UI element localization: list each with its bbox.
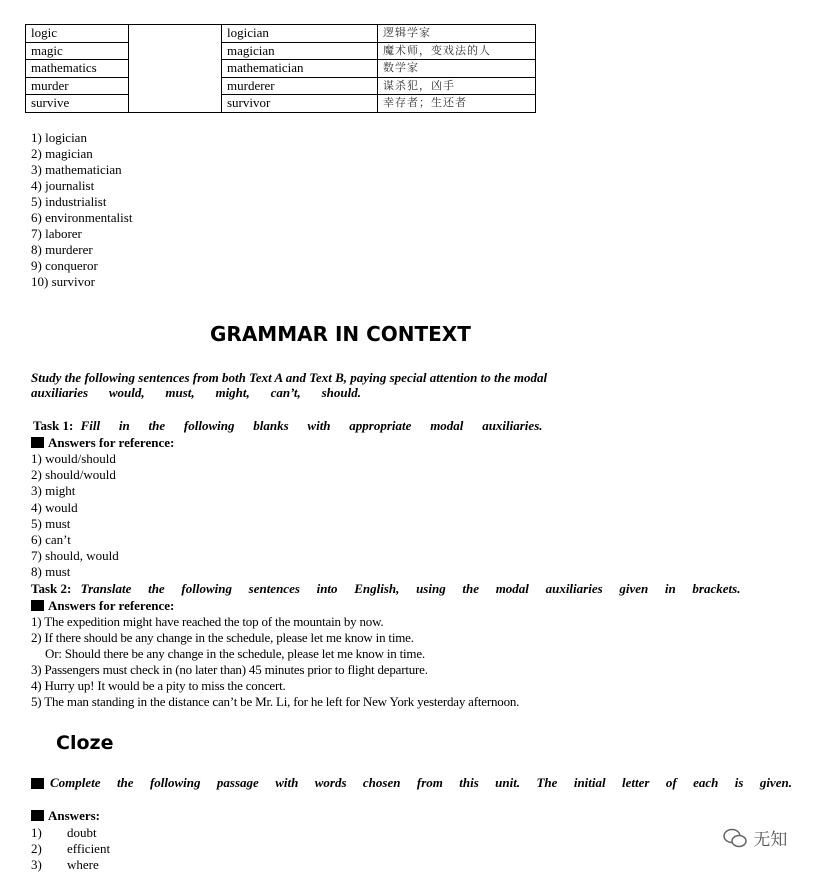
bullet-square-icon — [31, 437, 44, 448]
list-item: 2) magician — [31, 146, 93, 161]
table-row — [26, 77, 536, 95]
instruction-word: auxiliaries — [545, 581, 603, 596]
instruction-word: letter — [622, 775, 650, 790]
vocab-table — [25, 24, 536, 113]
instruction-word: chosen — [362, 775, 401, 790]
grammar-title: GRAMMAR IN CONTEXT — [210, 322, 471, 346]
instruction-word: brackets. — [692, 581, 741, 596]
list-item: 1) logician — [31, 130, 87, 145]
list-item: 5) industrialist — [31, 194, 107, 209]
list-item: 1) would/should — [31, 451, 116, 466]
answer-number: 2) — [31, 841, 42, 856]
task1-line — [33, 418, 553, 434]
list-item: 2) If there should be any change in the schedule, please let me know in time. — [31, 630, 414, 645]
instruction-word: unit. — [495, 775, 521, 790]
instruction-word: English, — [354, 581, 400, 596]
answer-word: where — [67, 857, 99, 872]
task1-answers-heading: Answers for reference: — [31, 435, 174, 451]
agent-noun-cell: magician — [222, 42, 378, 60]
blank-cell — [129, 95, 222, 113]
cloze-instruction — [50, 775, 792, 791]
list-item: 9) conqueror — [31, 258, 98, 273]
instruction-word: passage — [216, 775, 259, 790]
blank-cell — [129, 77, 222, 95]
instruction-word: auxiliaries — [31, 385, 89, 400]
blank-cell — [129, 25, 222, 43]
instruction-word: The — [536, 775, 558, 790]
list-item: 10) survivor — [31, 274, 95, 289]
instruction-word: blanks — [253, 418, 289, 433]
answer-number: 3) — [31, 857, 42, 872]
instruction-word: initial — [573, 775, 606, 790]
chinese-meaning-cell: 魔术师，变戏法的人 — [378, 42, 536, 60]
instruction-word: is — [734, 775, 744, 790]
list-item: 4) Hurry up! It would be a pity to miss the concert. — [31, 678, 286, 693]
base-word-cell: murder — [26, 77, 129, 95]
chinese-meaning-cell: 谋杀犯，凶手 — [378, 77, 536, 95]
list-item: 1) The expedition might have reached the top of the mountain by now. — [31, 614, 384, 629]
instruction-word: in — [118, 418, 130, 433]
table-row — [26, 60, 536, 78]
list-item: 2) should/would — [31, 467, 116, 483]
wechat-logo-icon — [722, 828, 748, 848]
bullet-square-icon — [31, 778, 44, 789]
instruction-word: can’t, — [270, 385, 301, 400]
base-word-cell: survive — [26, 95, 129, 113]
cloze-answers-heading: Answers: — [31, 808, 100, 824]
instruction-word: with — [275, 775, 299, 790]
table-row — [26, 42, 536, 60]
bullet-square-icon — [31, 810, 44, 821]
answer-number: 1) — [31, 825, 42, 840]
instruction-word: following — [183, 418, 235, 433]
chinese-meaning-cell: 幸存者；生还者 — [378, 95, 536, 113]
bullet-square-icon — [31, 600, 44, 611]
list-item: 6) can’t — [31, 532, 71, 547]
list-item: 7) should, would — [31, 548, 119, 564]
task2-instruction — [81, 581, 741, 597]
table-row — [26, 95, 536, 113]
answer-word: efficient — [67, 841, 111, 856]
agent-noun-cell: mathematician — [222, 60, 378, 78]
instruction-word: following — [149, 775, 201, 790]
instruction-word: given. — [759, 775, 792, 790]
task2-line — [31, 581, 751, 597]
list-item — [31, 857, 99, 873]
instruction-word: modal — [495, 581, 529, 596]
agent-noun-cell: murderer — [222, 77, 378, 95]
task2-label: Task 2: — [31, 581, 72, 596]
cloze-instruction-line — [31, 775, 792, 791]
list-item: 3) might — [31, 483, 76, 499]
agent-noun-cell: logician — [222, 25, 378, 43]
list-item: 3) Passengers must check in (no later than) 45 minutes prior to flight departure. — [31, 662, 428, 677]
list-item: 6) environmentalist — [31, 210, 133, 225]
chinese-meaning-cell: 逻辑学家 — [378, 25, 536, 43]
instruction-word: in — [664, 581, 676, 596]
instruction-word: each — [693, 775, 719, 790]
list-item — [31, 825, 97, 841]
instruction-word: Fill — [80, 418, 101, 433]
cloze-title: Cloze — [56, 732, 114, 754]
list-item: 5) The man standing in the distance can’t be Mr. Li, for he left for New York yesterday afternoon. — [31, 694, 520, 709]
instruction-word: the — [148, 581, 165, 596]
base-word-cell: mathematics — [26, 60, 129, 78]
instruction-word: auxiliaries. — [482, 418, 543, 433]
agent-noun-cell: survivor — [222, 95, 378, 113]
instruction-word: modal — [430, 418, 464, 433]
instruction-word: Translate — [80, 581, 132, 596]
instruction-word: the — [148, 418, 166, 433]
instruction-word: into — [316, 581, 338, 596]
list-item: 7) laborer — [31, 226, 82, 241]
instruction-word: given — [619, 581, 649, 596]
table-row — [26, 25, 536, 43]
instruction-word: appropriate — [349, 418, 412, 433]
instruction-word: the — [116, 775, 134, 790]
instruction-word: would, — [108, 385, 145, 400]
task1-instruction — [81, 418, 543, 434]
study-instruction-line2 — [31, 385, 361, 401]
instruction-word: this — [459, 775, 479, 790]
study-instruction-line1: Study the following sentences from both Text A and Text B, paying special attention to the modal — [31, 370, 548, 385]
watermark: 无知 — [722, 825, 787, 850]
list-item: 8) must — [31, 564, 71, 580]
list-item — [31, 841, 110, 857]
instruction-word: must, — [165, 385, 195, 400]
list-item: 4) journalist — [31, 178, 95, 193]
instruction-word: words — [314, 775, 347, 790]
instruction-word: sentences — [248, 581, 300, 596]
instruction-word: of — [665, 775, 677, 790]
task1-label: Task 1: — [33, 418, 74, 433]
instruction-word: should. — [321, 385, 361, 400]
answer-word: doubt — [67, 825, 97, 840]
list-item: 5) must — [31, 515, 71, 531]
blank-cell — [129, 60, 222, 78]
instruction-word: the — [462, 581, 480, 596]
task2-answers-heading: Answers for reference: — [31, 598, 174, 614]
instruction-word: using — [416, 581, 446, 596]
instruction-word: might, — [215, 385, 250, 400]
chinese-meaning-cell: 数学家 — [378, 60, 536, 78]
instruction-word: following — [181, 581, 232, 596]
list-item: 8) murderer — [31, 242, 93, 257]
base-word-cell: magic — [26, 42, 129, 60]
instruction-word: with — [307, 418, 331, 433]
list-item: 3) mathematician — [31, 162, 122, 177]
instruction-word: from — [416, 775, 443, 790]
list-item: 4) would — [31, 499, 78, 515]
base-word-cell: logic — [26, 25, 129, 43]
blank-cell — [129, 42, 222, 60]
list-item: Or: Should there be any change in the schedule, please let me know in time. — [45, 646, 425, 661]
instruction-word: Complete — [50, 775, 101, 790]
